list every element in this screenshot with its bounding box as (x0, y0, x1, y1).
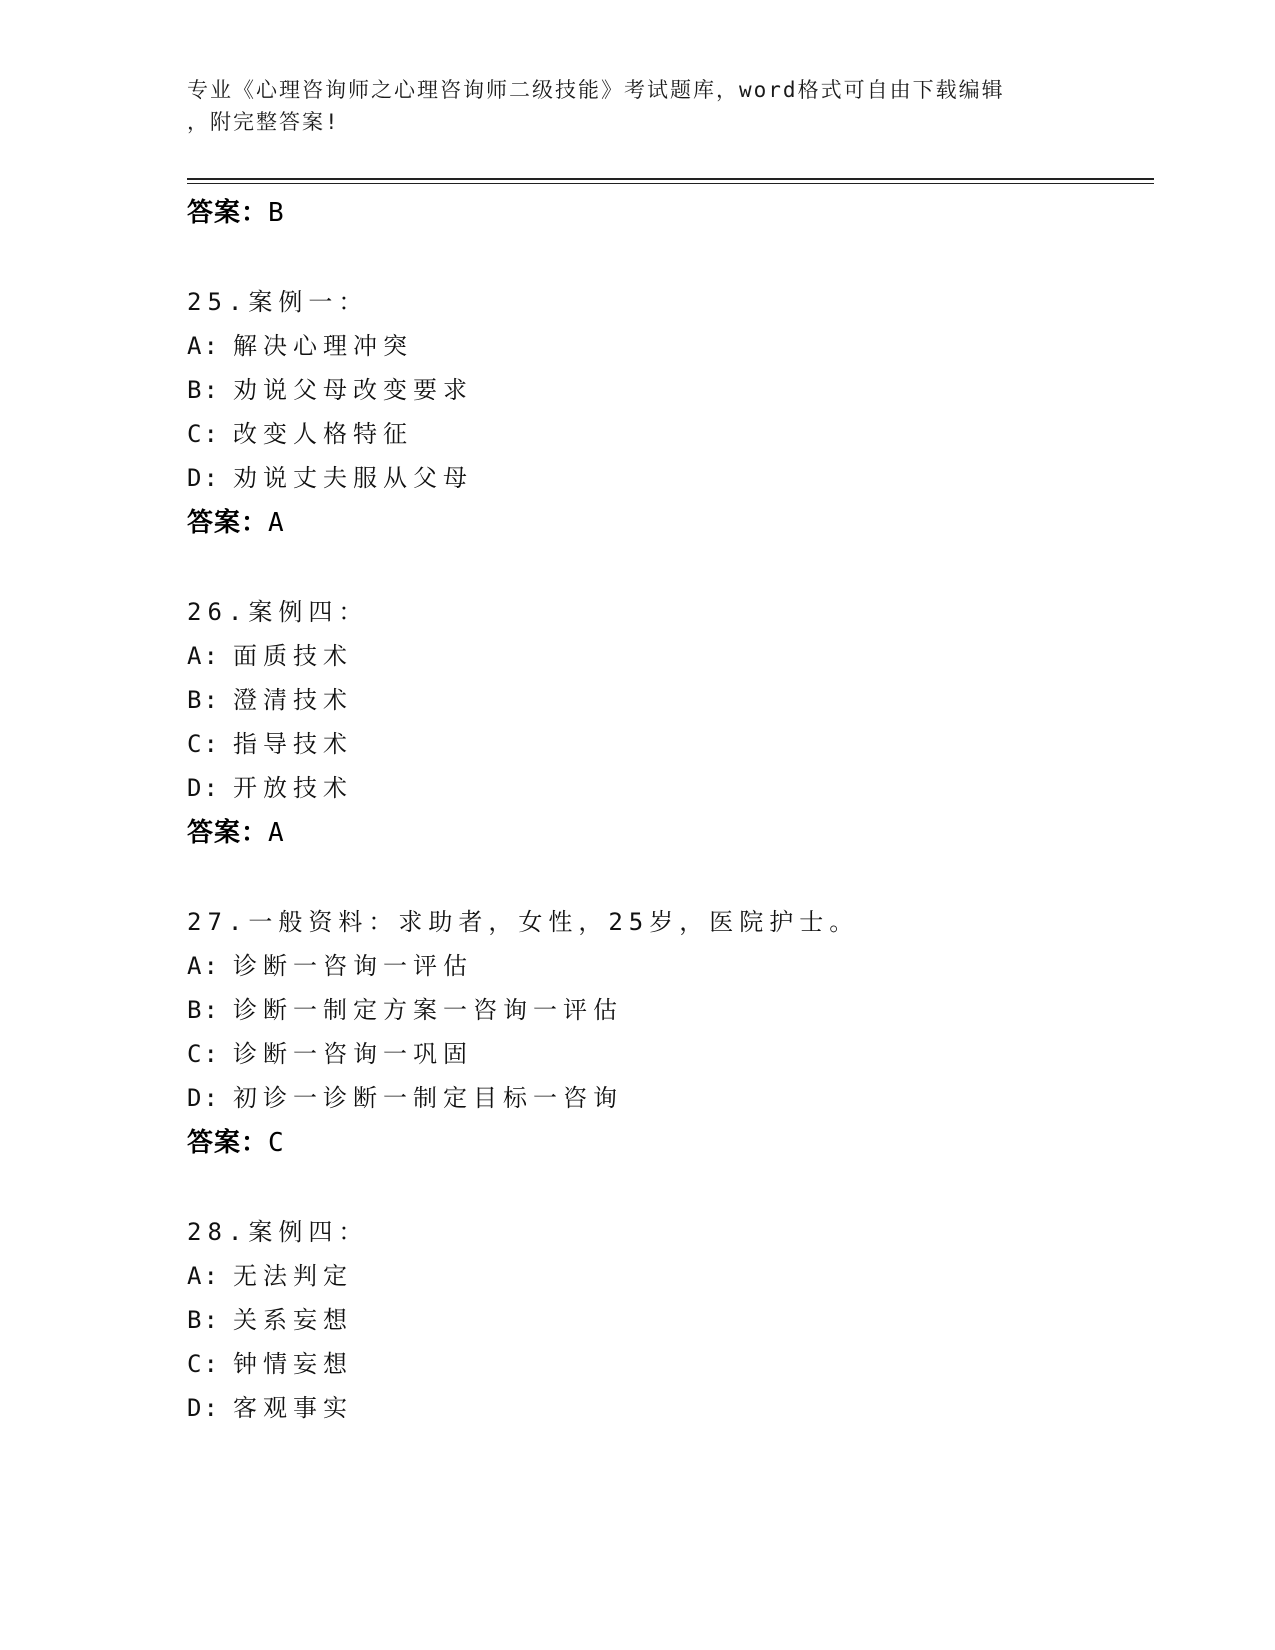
question-27-stem (187, 902, 859, 937)
option-text: 解决心理冲突 (233, 332, 413, 360)
answer-label: 答案： (187, 818, 269, 848)
question-25-option-b (187, 370, 473, 405)
question-27-option-b (187, 990, 623, 1025)
option-text: 劝说父母改变要求 (233, 376, 473, 404)
option-key: C: (187, 1040, 220, 1068)
question-25-option-c (187, 414, 413, 449)
question-number: 26. (187, 598, 249, 626)
option-text: 关系妄想 (233, 1306, 353, 1334)
question-28-option-c (187, 1344, 353, 1379)
option-text: 诊断一咨询一巩固 (233, 1040, 473, 1068)
answer-label: 答案： (187, 198, 269, 228)
header-line-2: ，附完整答案! (187, 110, 340, 134)
option-text: 面质技术 (233, 642, 353, 670)
question-28-stem (187, 1212, 368, 1247)
question-26-option-c (187, 724, 353, 759)
answer-value: B (268, 198, 285, 228)
answer-value: A (268, 818, 285, 848)
question-text: 一般资料：求助者，女性，25岁，医院护士。 (248, 908, 860, 936)
option-key: A: (187, 332, 220, 360)
answer-label: 答案： (187, 508, 269, 538)
option-key: A: (187, 952, 220, 980)
question-25-answer (187, 502, 285, 539)
previous-answer (187, 192, 285, 229)
question-number: 25. (187, 288, 249, 316)
option-text: 指导技术 (233, 730, 353, 758)
question-text: 案例四： (248, 1218, 369, 1246)
question-26-answer (187, 812, 285, 849)
option-key: D: (187, 464, 220, 492)
answer-label: 答案： (187, 1128, 269, 1158)
question-28-option-a (187, 1256, 353, 1291)
question-number: 27. (187, 908, 249, 936)
option-key: B: (187, 686, 220, 714)
question-27-option-a (187, 946, 473, 981)
question-25-option-a (187, 326, 413, 361)
question-27-option-d (187, 1078, 623, 1113)
answer-value: A (268, 508, 285, 538)
option-text: 初诊一诊断一制定目标一咨询 (233, 1084, 623, 1112)
question-text: 案例一： (248, 288, 369, 316)
option-text: 钟情妄想 (233, 1350, 353, 1378)
question-28-option-d (187, 1388, 353, 1423)
question-25-option-d (187, 458, 473, 493)
option-key: B: (187, 996, 220, 1024)
header-divider-thick (187, 178, 1154, 180)
question-26-option-a (187, 636, 353, 671)
option-text: 澄清技术 (233, 686, 353, 714)
option-key: C: (187, 730, 220, 758)
option-text: 客观事实 (233, 1394, 353, 1422)
option-text: 无法判定 (233, 1262, 353, 1290)
option-key: D: (187, 1084, 220, 1112)
question-27-option-c (187, 1034, 473, 1069)
question-26-stem (187, 592, 368, 627)
option-text: 诊断一制定方案一咨询一评估 (233, 996, 623, 1024)
option-key: B: (187, 376, 220, 404)
question-25-stem (187, 282, 368, 317)
question-28-option-b (187, 1300, 353, 1335)
option-text: 改变人格特征 (233, 420, 413, 448)
question-number: 28. (187, 1218, 249, 1246)
document-header (187, 74, 1087, 138)
option-key: C: (187, 420, 220, 448)
option-text: 诊断一咨询一评估 (233, 952, 473, 980)
header-divider-thin (187, 183, 1154, 184)
answer-value: C (268, 1128, 285, 1158)
option-key: D: (187, 774, 220, 802)
option-text: 开放技术 (233, 774, 353, 802)
question-26-option-d (187, 768, 353, 803)
question-text: 案例四： (248, 598, 369, 626)
option-key: B: (187, 1306, 220, 1334)
option-key: A: (187, 642, 220, 670)
header-line-1: 专业《心理咨询师之心理咨询师二级技能》考试题库，word格式可自由下载编辑 (187, 78, 1005, 102)
option-key: D: (187, 1394, 220, 1422)
question-26-option-b (187, 680, 353, 715)
question-27-answer (187, 1122, 285, 1159)
option-key: A: (187, 1262, 220, 1290)
option-text: 劝说丈夫服从父母 (233, 464, 473, 492)
option-key: C: (187, 1350, 220, 1378)
